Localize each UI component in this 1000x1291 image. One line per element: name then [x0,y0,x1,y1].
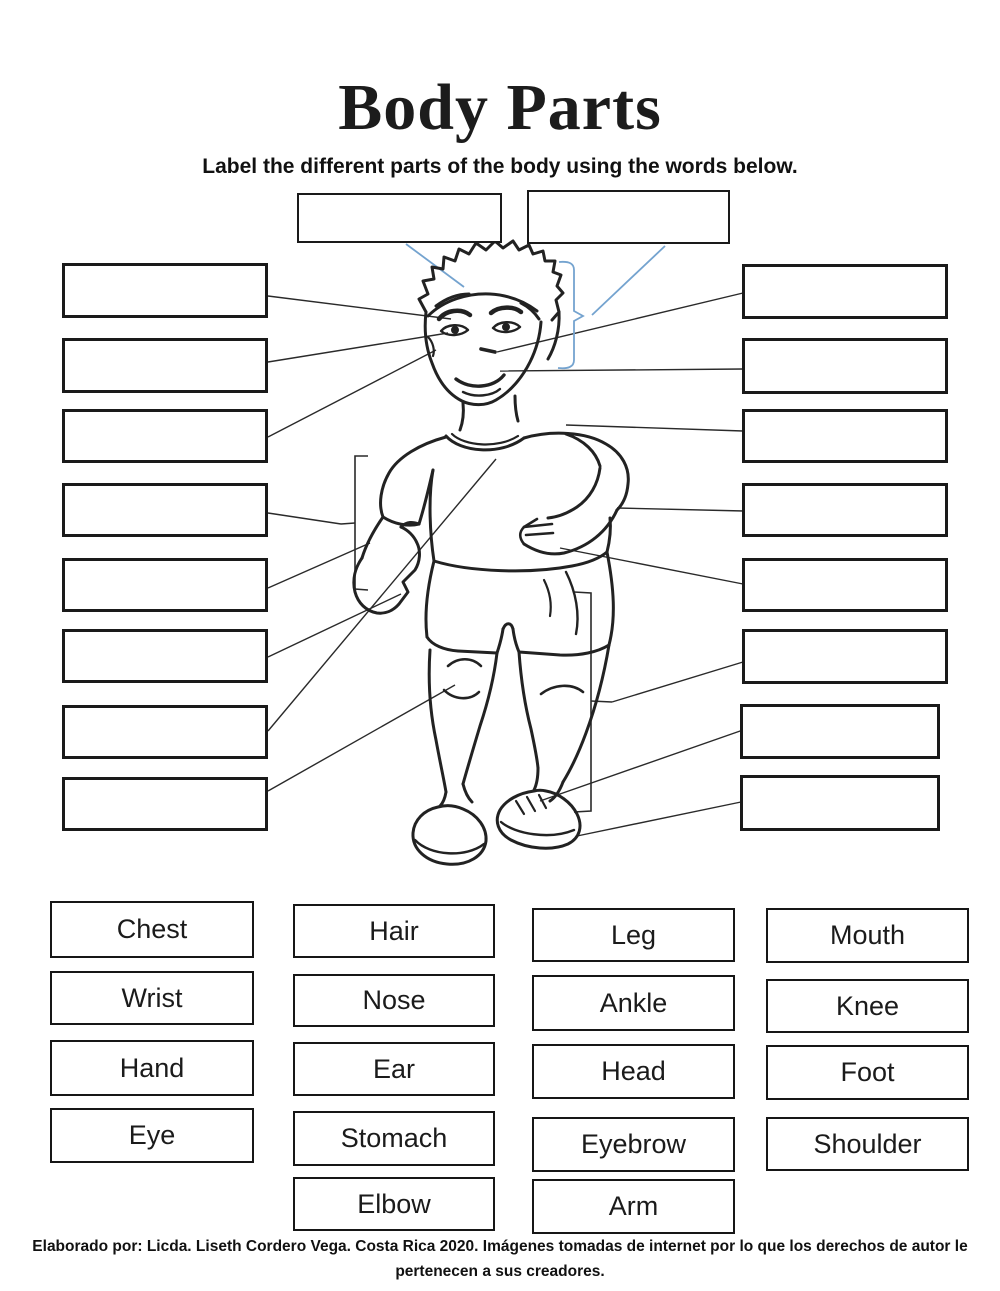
word-leg: Leg [532,908,735,962]
page-title: Body Parts [338,71,662,144]
word-elbow: Elbow [293,1177,495,1231]
answer-box-left-3[interactable] [62,409,268,463]
instruction-text: Label the different parts of the body using the words below. [202,155,798,178]
answer-box-left-2[interactable] [62,338,268,393]
word-hair: Hair [293,904,495,958]
credits-text [0,1234,1000,1284]
answer-box-right-6[interactable] [742,629,948,684]
answer-box-right-4[interactable] [742,483,948,537]
word-ear: Ear [293,1042,495,1096]
answer-box-left-6[interactable] [62,629,268,683]
answer-box-right-1[interactable] [742,264,948,319]
word-stomach: Stomach [293,1111,495,1166]
answer-box-top-2[interactable] [527,190,730,244]
word-nose: Nose [293,974,495,1027]
word-ankle: Ankle [532,975,735,1031]
word-arm: Arm [532,1179,735,1234]
leader-lines [268,293,744,836]
credits-line-2: pertenecen a sus creadores. [395,1263,605,1280]
leg-bracket [574,592,612,812]
answer-box-left-5[interactable] [62,558,268,612]
word-eye: Eye [50,1108,254,1163]
word-shoulder: Shoulder [766,1117,969,1171]
answer-box-left-8[interactable] [62,777,268,831]
head-callout-line [592,246,665,315]
answer-box-right-2[interactable] [742,338,948,394]
answer-box-right-5[interactable] [742,558,948,612]
answer-box-left-4[interactable] [62,483,268,537]
answer-box-right-7[interactable] [740,704,940,759]
answer-box-left-1[interactable] [62,263,268,318]
answer-box-left-7[interactable] [62,705,268,759]
word-mouth: Mouth [766,908,969,963]
answer-box-top-1[interactable] [297,193,502,243]
answer-box-right-3[interactable] [742,409,948,463]
credits-line-1: Elaborado por: Licda. Liseth Cordero Vega. Costa Rica 2020. Imágenes tomadas de internet por lo que los derechos de autor le [32,1238,968,1255]
word-hand: Hand [50,1040,254,1096]
word-foot: Foot [766,1045,969,1100]
word-wrist: Wrist [50,971,254,1025]
word-eyebrow: Eyebrow [532,1117,735,1172]
word-knee: Knee [766,979,969,1033]
word-head: Head [532,1044,735,1099]
hair-callout-line [406,244,464,287]
answer-box-right-8[interactable] [740,775,940,831]
word-chest: Chest [50,901,254,958]
